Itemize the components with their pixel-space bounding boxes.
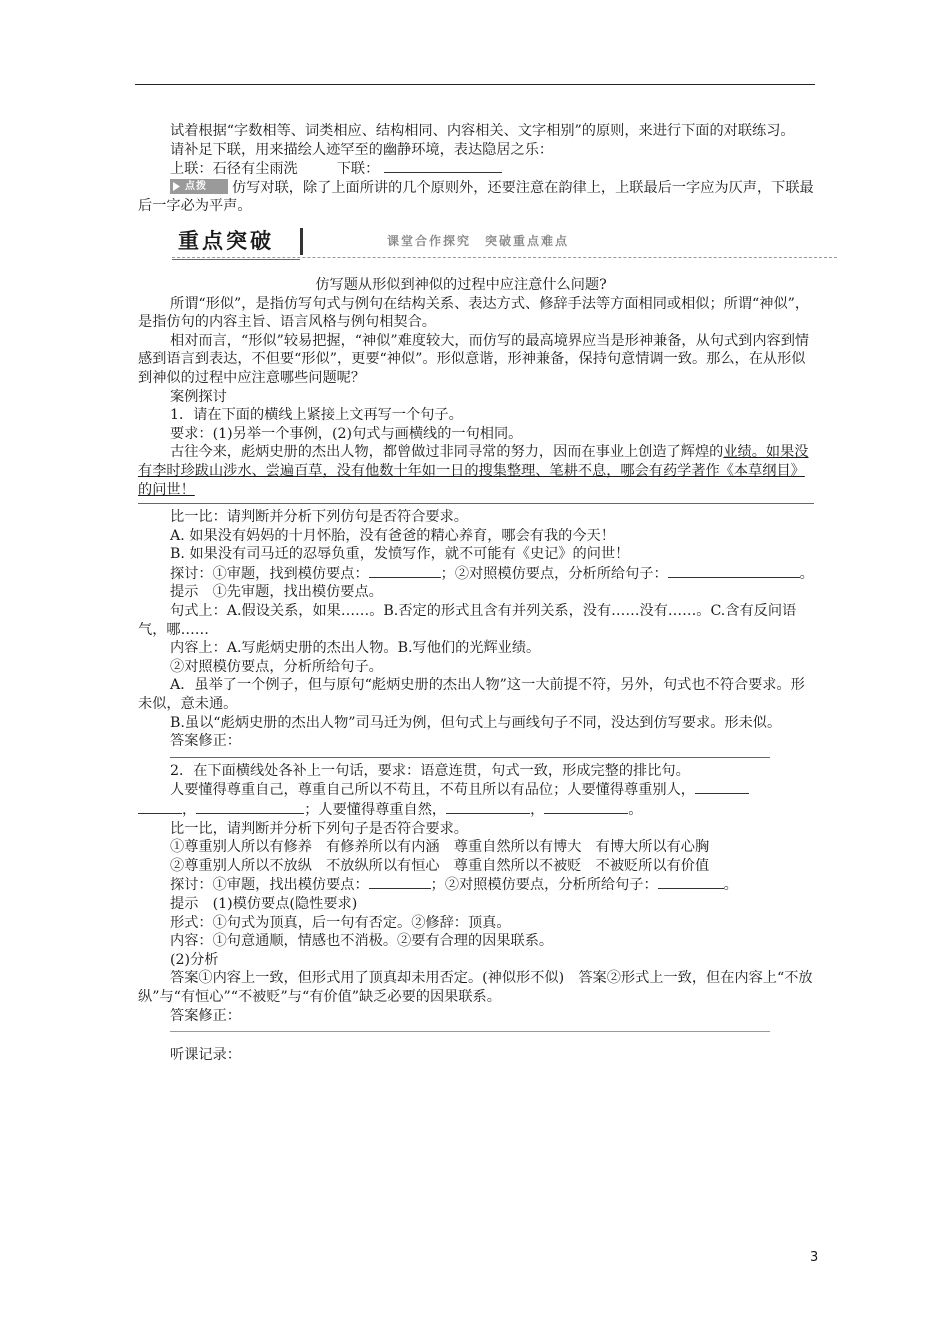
q2-option-2: ②尊重别人所以不放纵 不放纵所以有恒心 尊重自然所以不被贬 不被贬所以有价值 [170, 857, 710, 874]
header-rule [135, 84, 815, 85]
hint-1-form: 句式上：A.假设关系，如果……。B.否定的形式且含有并列关系，没有……没有……。C.含有反问语气，哪…… [138, 603, 797, 638]
hint-2-answer: 答案①内容上一致，但形式用了顶真却未用否定。(神似形不似) 答案②形式上一致，但在内容上“不放纵”与“有恒心”“不被贬”与“有价值”缺乏必要的因果联系。 [138, 970, 813, 1005]
intro-task: 请补足下联，用来描绘人迹罕至的幽静环境，表达隐居之乐： [170, 141, 554, 158]
explore-1-blank-c[interactable] [764, 564, 800, 578]
question-1: 1．请在下面的横线上紧接上文再写一个句子。 [170, 407, 463, 424]
q2-blank-4[interactable] [544, 800, 628, 814]
banner-subtitle: 课堂合作探究 突破重点难点 [387, 233, 570, 248]
body-paragraph-1: 所谓“形似”，是指仿写句式与例句在结构关系、表达方式、修辞手法等方面相同或相似；所谓“神似”，是指仿句的内容主旨、语言风格与例句相契合。 [138, 295, 810, 331]
tip-label: 点拨 [185, 180, 207, 192]
tip-paragraph [138, 179, 814, 216]
hint-2-form: 形式：①句式为顶真，后一句有否定。②修辞：顶真。 [170, 914, 511, 931]
passage-underlined: 如果没有李时珍跋山涉水、尝遍百草，没有他数十年如一日的搜集整理、笔耕不息，哪会有药学著作《本草纲目》的问世！ [138, 444, 809, 498]
hint-1-b: B.虽以“彪炳史册的杰出人物”司马迁为例，但句式上与画线句子不同，没达到仿写要求。形未似。 [170, 714, 782, 731]
couplet-upper: 上联：石径有尘雨洗 [170, 161, 298, 178]
tip-badge-icon [170, 179, 228, 194]
page-number: 3 [810, 1250, 819, 1265]
answer-fix-2-line[interactable] [170, 1031, 770, 1032]
couplet-lower-blank[interactable] [384, 159, 502, 173]
explore-1-end: 。 [799, 565, 814, 582]
q2-blank-1b[interactable] [138, 800, 182, 814]
case-heading: 案例探讨 [170, 388, 227, 405]
section-banner [172, 226, 814, 260]
explore-1-part-b: ；②对照模仿要点，分析所给句子： [440, 565, 668, 582]
intro-paragraph: 试着根据“字数相等、词类相应、结构相同、内容相关、文字相别”的原则，来进行下面的对联练习。 [170, 123, 795, 139]
q2-blank-1[interactable] [695, 780, 749, 794]
question-2: 2．在下面横线处各补上一句话，要求：语意连贯，句式一致，形成完整的排比句。 [170, 762, 690, 779]
hint-1-compare: ②对照模仿要点，分析所给句子。 [170, 658, 383, 675]
q2-text: 人要懂得尊重自己，尊重自己所以不苟且，不苟且所以有品位；人要懂得尊重别人， [170, 782, 695, 799]
q2-blank-3[interactable] [446, 800, 530, 814]
compare-prompt-2: 比一比，请判断并分析下列句子是否符合要求。 [170, 820, 468, 837]
question-1-passage [138, 443, 814, 499]
explore-2-end: 。 [723, 877, 738, 894]
banner-dashed-rule [172, 257, 837, 258]
banner-divider [300, 228, 303, 255]
passage-text: 古往今来，彪炳史册的杰出人物，都曾做过非同寻常的努力，因而在事业上创造了辉煌的 [170, 444, 724, 461]
hint-2: 提示 (1)模仿要点(隐性要求) [170, 895, 358, 912]
body-paragraph-2: 相对而言，“形似”较易把握，“神似”难度较大，而仿写的最高境界应当是形神兼备，从句式到内容到情感到语言到表达，不但要“形似”，更要“神似”。形似意谐，形神兼备，保持句意情调一致。那么，在从形似到神似的过程中应注意哪些问题呢？ [138, 332, 810, 386]
section-title: 仿写题从形似到神似的过程中应注意什么问题? [315, 276, 607, 293]
couplet-line [138, 159, 814, 179]
couplet-lower-label: 下联： [336, 161, 380, 178]
passage-underlined-start: 业绩。 [723, 444, 766, 461]
answer-line[interactable] [138, 503, 814, 504]
explore-2-blank-b[interactable] [658, 875, 724, 889]
hint-2-content: 内容：①句意通顺，情感也不消极。②要有合理的因果联系。 [170, 933, 554, 950]
banner-underline [172, 259, 300, 260]
page-content [138, 122, 814, 1065]
answer-fix-1: 答案修正： [170, 733, 241, 750]
option-a: A. 如果没有妈妈的十月怀胎，没有爸爸的精心养育，哪会有我的今天！ [170, 527, 615, 544]
hint-1-content: 内容上：A.写彪炳史册的杰出人物。B.写他们的光辉业绩。 [170, 640, 541, 657]
answer-fix-1-line[interactable] [170, 757, 770, 758]
question-1-requirement: 要求：(1)另举一个事例，(2)句式与画横线的一句相同。 [170, 425, 523, 442]
q2-sep-2: ， [530, 802, 545, 818]
explore-1-blank-b[interactable] [668, 564, 764, 578]
tip-text: 仿写对联，除了上面所讲的几个原则外，还要注意在韵律上，上联最后一字应为仄声，下联最后一字必为平声。 [138, 179, 814, 215]
explore-2-part-a: 探讨：①审题，找出模仿要点： [170, 877, 369, 894]
hint-1-a: A．虽举了一个例子，但与原句“彪炳史册的杰出人物”这一大前提不符，另外，句式也不符合要求。形未似，意未通。 [138, 677, 805, 713]
hint-2-analysis: (2)分析 [170, 951, 219, 968]
answer-fix-2: 答案修正： [170, 1007, 241, 1024]
hint-1: 提示 ①先审题，找出模仿要点。 [170, 584, 383, 601]
q2-blank-2[interactable] [196, 800, 304, 814]
explore-2-part-b: ；②对照模仿要点，分析所给句子： [430, 877, 658, 894]
notes-label: 听课记录： [170, 1047, 241, 1064]
compare-prompt-1: 比一比：请判断并分析下列仿句是否符合要求。 [170, 509, 468, 526]
explore-1-blank-a[interactable] [369, 564, 441, 578]
q2-text-2: ；人要懂得尊重自然， [304, 802, 447, 818]
explore-1 [138, 564, 814, 584]
question-2-passage [138, 780, 814, 819]
q2-end: 。 [628, 802, 643, 818]
q2-sep-1: ， [182, 802, 197, 818]
q2-option-1: ①尊重别人所以有修养 有修养所以有内涵 尊重自然所以有博大 有博大所以有心胸 [170, 839, 710, 856]
explore-2 [138, 875, 814, 895]
option-b: B. 如果没有司马迁的忍辱负重，发愤写作，就不可能有《史记》的问世！ [170, 546, 630, 563]
explore-1-part-a: 探讨：①审题，找到模仿要点： [170, 565, 369, 582]
banner-title: 重点突破 [178, 228, 274, 253]
explore-2-blank-a[interactable] [369, 875, 431, 889]
